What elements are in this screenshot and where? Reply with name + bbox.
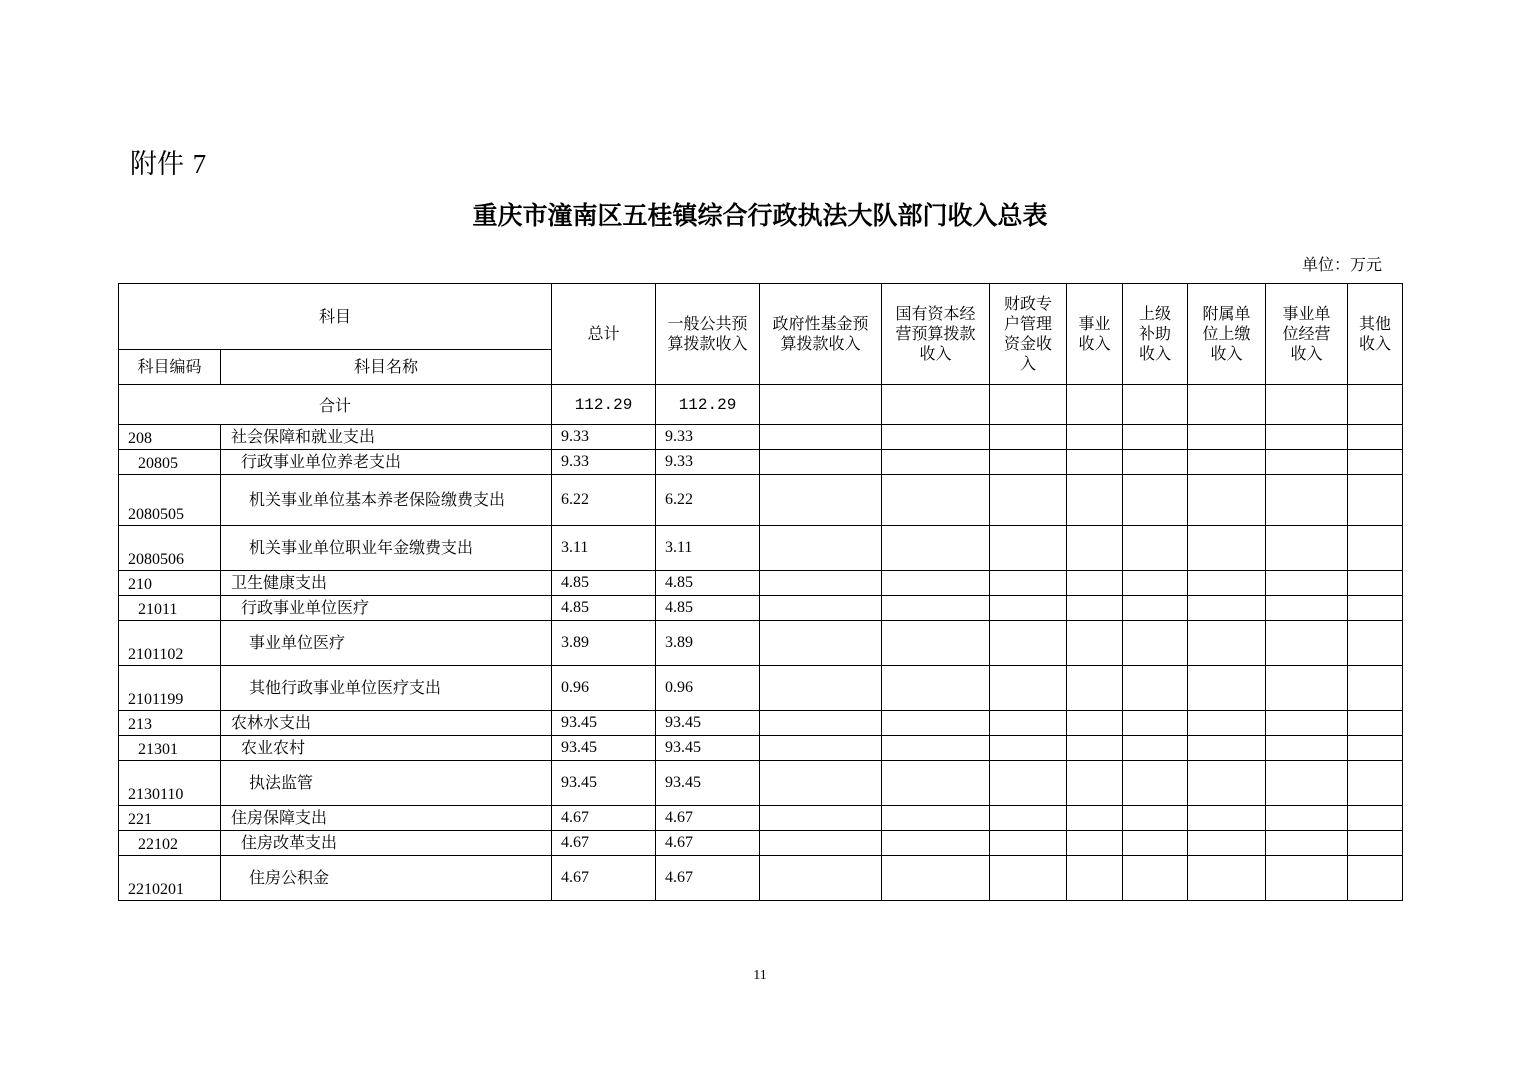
empty-cell — [1266, 571, 1348, 596]
empty-cell — [882, 450, 990, 475]
header-affiliated-units-text: 附属单位上缴收入 — [1202, 304, 1251, 363]
empty-cell — [760, 475, 882, 526]
empty-cell — [990, 385, 1067, 425]
row-code: 2080505 — [119, 475, 221, 526]
row-name: 其他行政事业单位医疗支出 — [221, 666, 552, 711]
row-total: 4.67 — [552, 806, 656, 831]
row-code: 221 — [119, 806, 221, 831]
empty-cell — [760, 596, 882, 621]
empty-cell — [1188, 736, 1266, 761]
empty-cell — [1348, 571, 1403, 596]
empty-cell — [760, 385, 882, 425]
empty-cell — [1266, 806, 1348, 831]
empty-cell — [1067, 806, 1123, 831]
row-general-budget: 4.85 — [656, 596, 760, 621]
empty-cell — [1188, 621, 1266, 666]
row-general-budget: 9.33 — [656, 450, 760, 475]
empty-cell — [882, 425, 990, 450]
empty-cell — [1348, 385, 1403, 425]
row-total: 6.22 — [552, 475, 656, 526]
row-general-budget: 0.96 — [656, 666, 760, 711]
row-code: 20805 — [119, 450, 221, 475]
header-unit-operating-text: 事业单位经营收入 — [1282, 304, 1331, 363]
empty-cell — [760, 621, 882, 666]
empty-cell — [882, 571, 990, 596]
empty-cell — [882, 475, 990, 526]
empty-cell — [1188, 526, 1266, 571]
empty-cell — [1067, 571, 1123, 596]
row-name: 住房改革支出 — [221, 831, 552, 856]
empty-cell — [1348, 711, 1403, 736]
empty-cell — [882, 711, 990, 736]
empty-cell — [990, 806, 1067, 831]
row-name: 事业单位医疗 — [221, 621, 552, 666]
empty-cell — [1067, 475, 1123, 526]
table-row — [119, 526, 1403, 571]
header-row-1 — [119, 284, 1403, 350]
header-gov-fund — [760, 284, 882, 385]
table-row — [119, 711, 1403, 736]
attachment-label — [130, 142, 206, 181]
header-subject-code: 科目编码 — [119, 350, 221, 385]
row-general-budget: 3.11 — [656, 526, 760, 571]
empty-cell — [1067, 425, 1123, 450]
row-total: 4.67 — [552, 831, 656, 856]
header-state-capital-text: 国有资本经营预算拨款收入 — [895, 304, 976, 363]
empty-cell — [1188, 596, 1266, 621]
table-row — [119, 475, 1403, 526]
row-general-budget: 93.45 — [656, 761, 760, 806]
empty-cell — [1348, 475, 1403, 526]
attachment-number: 7 — [192, 149, 207, 179]
table-row — [119, 425, 1403, 450]
row-general-budget: 6.22 — [656, 475, 760, 526]
empty-cell — [1266, 385, 1348, 425]
empty-cell — [1123, 806, 1188, 831]
row-name: 住房保障支出 — [221, 806, 552, 831]
row-general-budget: 4.67 — [656, 856, 760, 901]
empty-cell — [1188, 385, 1266, 425]
empty-cell — [1348, 831, 1403, 856]
row-code: 22102 — [119, 831, 221, 856]
row-general-budget: 9.33 — [656, 425, 760, 450]
empty-cell — [1266, 425, 1348, 450]
table-row — [119, 596, 1403, 621]
empty-cell — [1188, 425, 1266, 450]
table-row — [119, 621, 1403, 666]
empty-cell — [990, 526, 1067, 571]
table-row — [119, 666, 1403, 711]
empty-cell — [760, 831, 882, 856]
row-code: 2210201 — [119, 856, 221, 901]
empty-cell — [882, 666, 990, 711]
row-general-budget: 93.45 — [656, 736, 760, 761]
row-name: 行政事业单位养老支出 — [221, 450, 552, 475]
empty-cell — [1188, 856, 1266, 901]
empty-cell — [882, 385, 990, 425]
row-code: 213 — [119, 711, 221, 736]
empty-cell — [1188, 831, 1266, 856]
empty-cell — [1266, 526, 1348, 571]
empty-cell — [1266, 666, 1348, 711]
empty-cell — [1123, 831, 1188, 856]
header-general-budget-text: 一般公共预算拨款收入 — [667, 314, 748, 353]
empty-cell — [990, 856, 1067, 901]
empty-cell — [1067, 596, 1123, 621]
row-total: 4.67 — [552, 856, 656, 901]
row-total: 9.33 — [552, 425, 656, 450]
empty-cell — [882, 596, 990, 621]
row-general-budget: 93.45 — [656, 711, 760, 736]
header-subject: 科目 — [119, 284, 552, 350]
header-subject-name: 科目名称 — [221, 350, 552, 385]
empty-cell — [882, 736, 990, 761]
empty-cell — [1348, 425, 1403, 450]
header-superior-subsidy — [1123, 284, 1188, 385]
row-general-budget: 3.89 — [656, 621, 760, 666]
empty-cell — [1067, 736, 1123, 761]
empty-cell — [882, 526, 990, 571]
row-general-budget: 4.67 — [656, 831, 760, 856]
row-name: 行政事业单位医疗 — [221, 596, 552, 621]
empty-cell — [1188, 761, 1266, 806]
header-unit-operating — [1266, 284, 1348, 385]
page-number: 11 — [753, 968, 767, 983]
empty-cell — [1348, 856, 1403, 901]
empty-cell — [1123, 571, 1188, 596]
document-title: 重庆市潼南区五桂镇综合行政执法大队部门收入总表 — [472, 201, 1048, 230]
header-business-income-text: 事业收入 — [1078, 314, 1111, 353]
empty-cell — [1188, 450, 1266, 475]
empty-cell — [990, 831, 1067, 856]
unit-label: 单位：万元 — [1302, 255, 1383, 274]
row-total: 93.45 — [552, 711, 656, 736]
table-row — [119, 831, 1403, 856]
income-summary-table — [118, 283, 1403, 901]
row-code: 2101199 — [119, 666, 221, 711]
empty-cell — [1067, 526, 1123, 571]
table-row — [119, 856, 1403, 901]
empty-cell — [1188, 711, 1266, 736]
row-total: 4.85 — [552, 571, 656, 596]
empty-cell — [1123, 596, 1188, 621]
row-total: 3.89 — [552, 621, 656, 666]
table-row — [119, 736, 1403, 761]
empty-cell — [1188, 475, 1266, 526]
header-other-income — [1348, 284, 1403, 385]
empty-cell — [990, 475, 1067, 526]
empty-cell — [1123, 856, 1188, 901]
empty-cell — [1123, 450, 1188, 475]
empty-cell — [760, 450, 882, 475]
table-row — [119, 450, 1403, 475]
row-code: 2101102 — [119, 621, 221, 666]
empty-cell — [1067, 711, 1123, 736]
row-name: 住房公积金 — [221, 856, 552, 901]
empty-cell — [990, 596, 1067, 621]
total-row — [119, 385, 1403, 425]
empty-cell — [882, 831, 990, 856]
empty-cell — [1348, 596, 1403, 621]
empty-cell — [990, 761, 1067, 806]
empty-cell — [1266, 596, 1348, 621]
row-code: 21011 — [119, 596, 221, 621]
empty-cell — [760, 425, 882, 450]
row-name: 执法监管 — [221, 761, 552, 806]
row-total: 93.45 — [552, 761, 656, 806]
empty-cell — [1123, 425, 1188, 450]
row-total: 4.85 — [552, 596, 656, 621]
empty-cell — [1348, 761, 1403, 806]
empty-cell — [760, 666, 882, 711]
row-code: 208 — [119, 425, 221, 450]
row-general-budget: 4.67 — [656, 806, 760, 831]
empty-cell — [760, 736, 882, 761]
empty-cell — [1123, 526, 1188, 571]
empty-cell — [1067, 666, 1123, 711]
table-row — [119, 571, 1403, 596]
header-state-capital — [882, 284, 990, 385]
empty-cell — [1188, 571, 1266, 596]
empty-cell — [1266, 736, 1348, 761]
empty-cell — [760, 711, 882, 736]
empty-cell — [1348, 526, 1403, 571]
total-label: 合计 — [119, 385, 552, 425]
empty-cell — [1348, 666, 1403, 711]
empty-cell — [882, 621, 990, 666]
row-name: 社会保障和就业支出 — [221, 425, 552, 450]
header-superior-subsidy-text: 上级补助收入 — [1139, 304, 1172, 363]
header-special-account — [990, 284, 1067, 385]
row-total: 93.45 — [552, 736, 656, 761]
empty-cell — [1266, 761, 1348, 806]
empty-cell — [1067, 856, 1123, 901]
header-other-income-text: 其他收入 — [1359, 314, 1392, 353]
empty-cell — [990, 711, 1067, 736]
row-name: 机关事业单位职业年金缴费支出 — [221, 526, 552, 571]
empty-cell — [760, 571, 882, 596]
empty-cell — [1067, 385, 1123, 425]
empty-cell — [1188, 806, 1266, 831]
header-affiliated-units — [1188, 284, 1266, 385]
empty-cell — [1067, 450, 1123, 475]
empty-cell — [990, 736, 1067, 761]
empty-cell — [882, 806, 990, 831]
row-code: 2130110 — [119, 761, 221, 806]
empty-cell — [760, 526, 882, 571]
row-name: 卫生健康支出 — [221, 571, 552, 596]
empty-cell — [1067, 761, 1123, 806]
empty-cell — [760, 856, 882, 901]
empty-cell — [1266, 621, 1348, 666]
row-name: 机关事业单位基本养老保险缴费支出 — [221, 475, 552, 526]
empty-cell — [1123, 385, 1188, 425]
empty-cell — [760, 761, 882, 806]
header-special-account-text: 财政专户管理资金收入 — [1004, 294, 1053, 373]
header-general-budget — [656, 284, 760, 385]
row-total: 9.33 — [552, 450, 656, 475]
empty-cell — [882, 856, 990, 901]
row-code: 2080506 — [119, 526, 221, 571]
empty-cell — [1266, 831, 1348, 856]
empty-cell — [1266, 450, 1348, 475]
empty-cell — [1348, 450, 1403, 475]
empty-cell — [1348, 806, 1403, 831]
row-total: 0.96 — [552, 666, 656, 711]
table-row — [119, 761, 1403, 806]
empty-cell — [760, 806, 882, 831]
empty-cell — [990, 621, 1067, 666]
header-gov-fund-text: 政府性基金预算拨款收入 — [772, 314, 869, 353]
row-total: 3.11 — [552, 526, 656, 571]
empty-cell — [1188, 666, 1266, 711]
empty-cell — [1266, 856, 1348, 901]
header-total: 总计 — [552, 284, 656, 385]
row-name: 农业农村 — [221, 736, 552, 761]
empty-cell — [1123, 475, 1188, 526]
empty-cell — [1123, 666, 1188, 711]
row-code: 21301 — [119, 736, 221, 761]
empty-cell — [990, 571, 1067, 596]
total-row-general-budget: 112.29 — [656, 385, 760, 425]
empty-cell — [1067, 621, 1123, 666]
attachment-word: 附件 — [130, 149, 184, 180]
empty-cell — [1348, 736, 1403, 761]
row-general-budget: 4.85 — [656, 571, 760, 596]
total-row-total: 112.29 — [552, 385, 656, 425]
empty-cell — [990, 425, 1067, 450]
empty-cell — [1123, 621, 1188, 666]
empty-cell — [1067, 831, 1123, 856]
empty-cell — [990, 450, 1067, 475]
empty-cell — [990, 666, 1067, 711]
empty-cell — [1348, 621, 1403, 666]
header-business-income — [1067, 284, 1123, 385]
empty-cell — [1266, 475, 1348, 526]
table-row — [119, 806, 1403, 831]
empty-cell — [1123, 736, 1188, 761]
empty-cell — [1266, 711, 1348, 736]
empty-cell — [1123, 711, 1188, 736]
empty-cell — [1123, 761, 1188, 806]
row-code: 210 — [119, 571, 221, 596]
row-name: 农林水支出 — [221, 711, 552, 736]
empty-cell — [882, 761, 990, 806]
